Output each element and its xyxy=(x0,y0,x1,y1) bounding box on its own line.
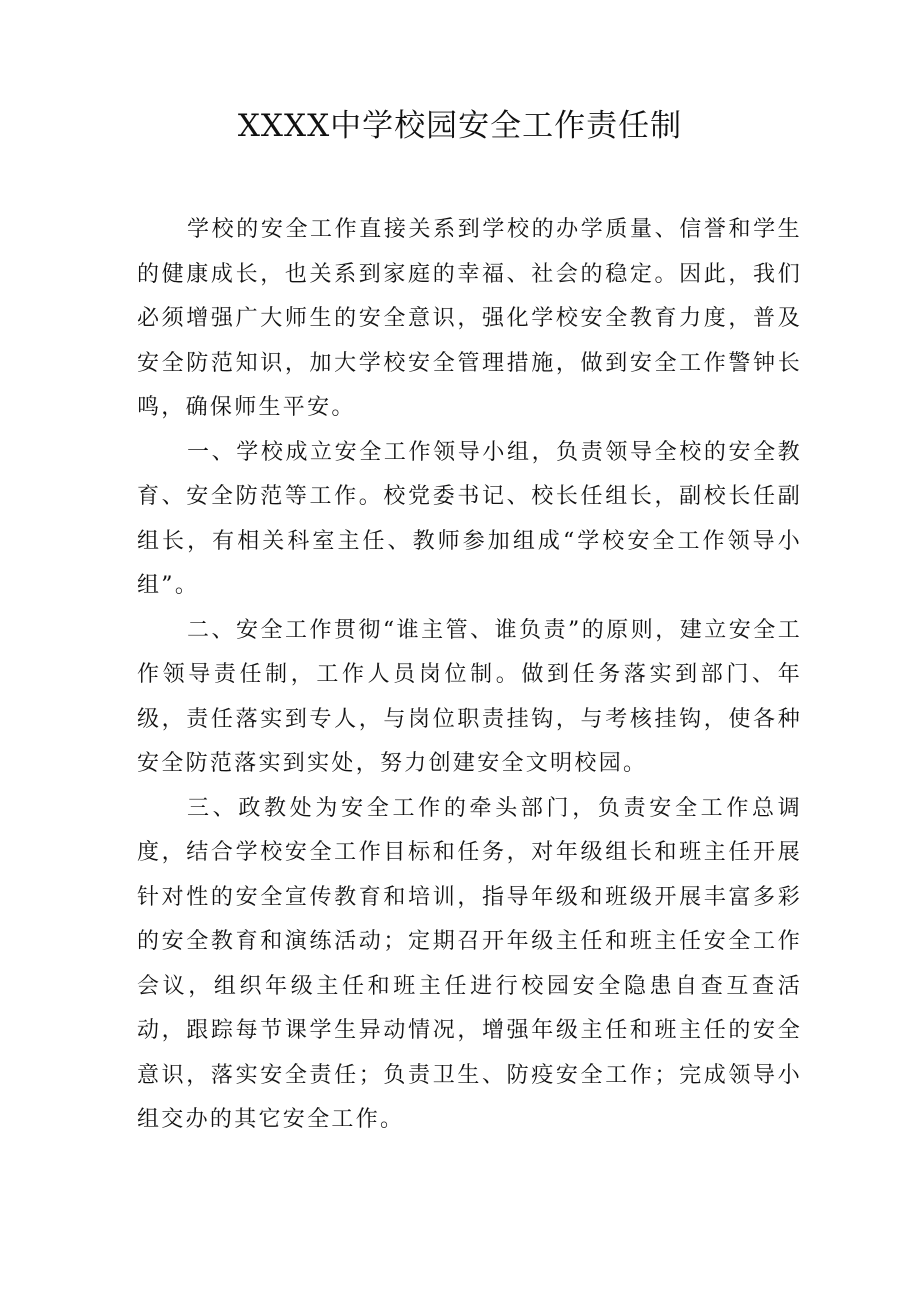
document-body xyxy=(137,208,802,1143)
section-two-paragraph: 二、安全工作贯彻“谁主管、谁负责”的原则，建立安全工作领导责任制，工作人员岗位制。做到任务落实到部门、年级，责任落实到专人，与岗位职责挂钩，与考核挂钩，使各种安全防范落实到实处，努力创建安全文明校园。 xyxy=(137,617,802,776)
intro-paragraph: 学校的安全工作直接关系到学校的办学质量、信誉和学生的健康成长，也关系到家庭的幸福、社会的稳定。因此，我们必须增强广大师生的安全意识，强化学校安全教育力度，普及安全防范知识，加大学校安全管理措施，做到安全工作警钟长鸣，确保师生平安。 xyxy=(137,217,802,420)
document-title: XXXX中学校园安全工作责任制 xyxy=(237,108,683,144)
section-one-paragraph: 一、学校成立安全工作领导小组，负责领导全校的安全教育、安全防范等工作。校党委书记、校长任组长，副校长任副组长，有相关科室主任、教师参加组成“学校安全工作领导小组”。 xyxy=(137,439,802,598)
section-three-paragraph: 三、政教处为安全工作的牵头部门，负责安全工作总调度，结合学校安全工作目标和任务，对年级组长和班主任开展针对性的安全宣传教育和培训，指导年级和班级开展丰富多彩的安全教育和演练活动；定期召开年级主任和班主任安全工作会议，组织年级主任和班主任进行校园安全隐患自查互查活动，跟踪每节课学生异动情况，增强年级主任和班主任的安全意识，落实安全责任；负责卫生、防疫安全工作；完成领导小组交办的其它安全工作。 xyxy=(137,795,802,1132)
